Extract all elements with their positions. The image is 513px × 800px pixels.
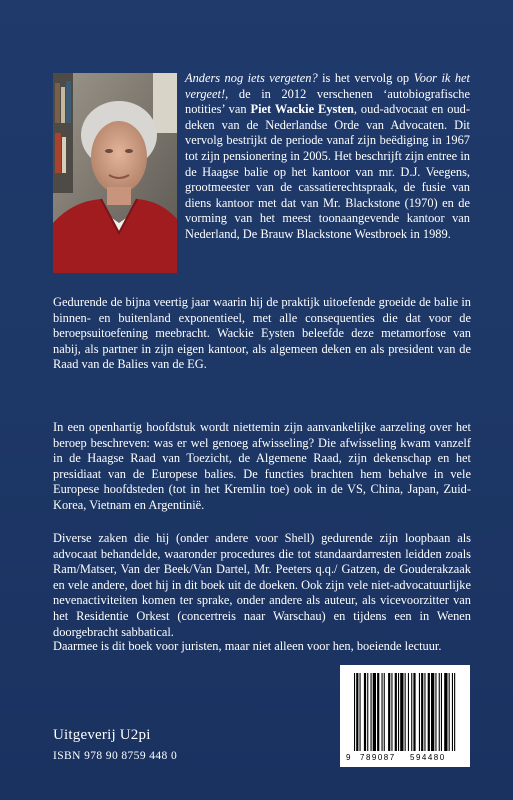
- barcode-bar: [452, 673, 453, 751]
- barcode-bar: [398, 673, 399, 751]
- author-name: Piet Wackie Eysten: [250, 102, 354, 117]
- isbn-number: ISBN 978 90 8759 448 0: [53, 750, 178, 762]
- author-photo: [53, 73, 177, 273]
- barcode-bar: [371, 673, 372, 751]
- barcode-bar: [449, 673, 450, 751]
- barcode-bar: [384, 673, 385, 751]
- barcode-bar: [454, 673, 455, 751]
- intro-paragraph: [185, 71, 470, 243]
- intro-text-1: is het vervolg op: [317, 71, 414, 85]
- intro-text-2: , de in 2012 verschenen ‘autobiografische notities’ van: [185, 86, 470, 117]
- body-paragraph: In een openhartig hoofdstuk wordt niettemin zijn aanvankelijke aarzeling over het beroep beschreven: was er wel genoeg afwisseling? Die afwisseling kwam vanzelf in de Haagse Raad van Toezicht, de Algemene Raad, zijn dekenschap en het presidiaat van de Europese balies. De functies brachten hem behalve in vele Europese hoofdsteden (tot in het Kremlin toe) ook in de VS, China, Japan, Zuid-Korea, Vietnam en Argentinië.: [53, 420, 471, 512]
- barcode-bar: [413, 673, 415, 751]
- barcode-bar: [373, 673, 376, 751]
- barcode-bar: [360, 673, 361, 751]
- barcode-bar: [364, 673, 366, 751]
- barcode-bar: [395, 673, 397, 751]
- barcode-bar: [439, 673, 440, 751]
- intro-text-3: , oud-advocaat en oud-deken van de Nederlandse Orde van Advocaten. Dit vervolg bestrijkt de periode vanaf zijn beëdiging in 1967 tot zijn pensionering in 2005. Het beschrijft zijn entree in de Haagse balie op het kantoor van mr. D.J. Veegens, grootmeester van de cassatierechtspraak, de fusie van diens kantoor met dat van Mr. Blackstone (1970) en de vorming van het meest toonaangevende kantoor van Nederland, De Brauw Blackstone Westbroek in 1989.: [185, 102, 470, 241]
- barcode-bar: [388, 673, 390, 751]
- barcode-bar: [411, 673, 412, 751]
- barcode-bar: [391, 673, 392, 751]
- barcode-digit-first: 9: [346, 753, 351, 762]
- barcode-bar: [408, 673, 409, 751]
- barcode-bar: [431, 673, 434, 751]
- barcode-bar: [441, 673, 442, 751]
- barcode-image: [340, 665, 470, 767]
- barcode-bar: [377, 673, 379, 751]
- isbn-barcode: [340, 665, 470, 767]
- body-paragraph: Gedurende de bijna veertig jaar waarin hij de praktijk uitoefende groeide de balie in binnen- en buitenland exponentieel, met alle consequenties die dat voor de beroepsuitoefening meebracht. Wackie Eysten beleefde deze metamorfose van nabij, als partner in zijn eigen kantoor, als algemeen deken en als president van de Raad van de Balies van de EG.: [53, 295, 471, 372]
- barcode-bar: [419, 673, 420, 751]
- barcode-bar: [424, 673, 425, 751]
- closing-paragraph: Daarmee is dit boek voor juristen, maar niet alleen voor hen, boeiende lectuur.: [53, 639, 442, 653]
- barcode-bar: [382, 673, 383, 751]
- barcode-bar: [428, 673, 430, 751]
- barcode-bar: [435, 673, 436, 751]
- author-portrait-image: [53, 73, 177, 273]
- previous-title: Voor ik het vergeet!: [185, 71, 470, 101]
- barcode-bar: [421, 673, 423, 751]
- body-paragraph: Diverse zaken die hij (onder andere voor Shell) gedurende zijn loopbaan als advocaat behandelde, waaronder procedures die tot standaardarresten leidden zoals Ram/Matser, Van der Beek/Van Dartel, Mr. Peeters q.q./ Gatzen, de Gouderakzaak en vele andere, doet hij in dit boek uit de doeken. Ook zijn vele niet-advocatuurlijke nevenactiviteiten komen ter sprake, onder andere als auteur, als vicevoorzitter van het Residentie Orkest (concertreis naar Warschau) en tijdens een in Wenen doorgebracht sabbatical.: [53, 531, 471, 639]
- publisher-name: Uitgeverij U2pi: [53, 727, 151, 743]
- barcode-bar: [356, 673, 358, 751]
- barcode-digits-right: 594480: [410, 753, 446, 762]
- barcode-bar: [400, 673, 403, 751]
- barcode-bar: [405, 673, 406, 751]
- sequel-title: Anders nog iets vergeten?: [185, 71, 318, 85]
- barcode-digits-left: 789087: [360, 753, 396, 762]
- barcode-bar: [367, 673, 368, 751]
- barcode-bar: [444, 673, 447, 751]
- barcode-bar: [354, 673, 355, 751]
